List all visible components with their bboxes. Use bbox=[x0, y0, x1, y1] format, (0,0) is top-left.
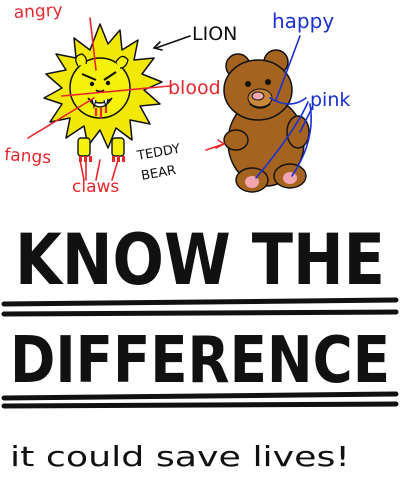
headline-line2: DIFFERENCE bbox=[10, 324, 390, 398]
bear-nose bbox=[252, 92, 264, 100]
label-angry: angry bbox=[13, 0, 64, 23]
tagline: it could save lives! bbox=[10, 440, 350, 473]
bear-eye-right bbox=[265, 79, 271, 85]
label-blood: blood bbox=[168, 77, 221, 99]
label-happy: happy bbox=[272, 9, 335, 33]
lion-ear-left bbox=[76, 54, 87, 66]
black-pointer-lines bbox=[154, 36, 190, 50]
bear-arm-left bbox=[224, 130, 248, 150]
label-pink: pink bbox=[310, 89, 351, 111]
label-bear: BEAR bbox=[140, 163, 178, 184]
lion-eye-left bbox=[90, 82, 94, 86]
label-lion: LION bbox=[192, 23, 238, 45]
bear-eye-left bbox=[245, 81, 251, 87]
label-claws: claws bbox=[72, 177, 120, 197]
lion-eye-right bbox=[106, 81, 110, 85]
label-fangs: fangs bbox=[3, 145, 52, 169]
bear-foot-pad-right bbox=[283, 172, 297, 184]
label-teddy: TEDDY bbox=[136, 141, 182, 164]
lion-legs bbox=[78, 138, 124, 156]
headline-line1: KNOW THE bbox=[15, 219, 385, 301]
